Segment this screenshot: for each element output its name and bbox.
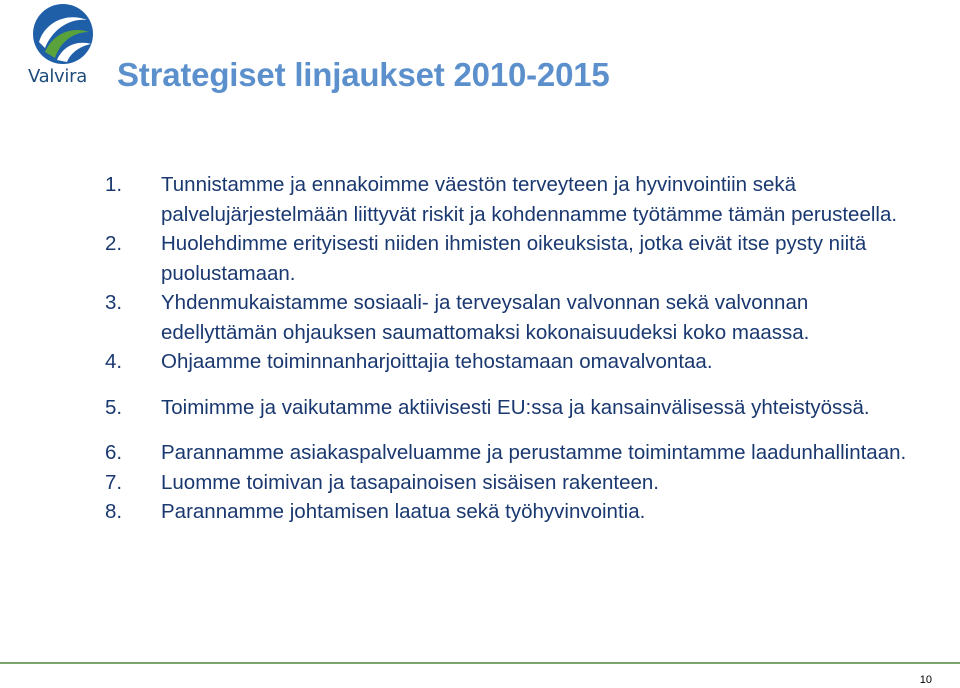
- list-item: [105, 393, 925, 423]
- page-number: 10: [919, 674, 932, 686]
- list-item: [105, 288, 925, 347]
- item-text: Toimimme ja vaikutamme aktiivisesti EU:ssa ja kansainvälisessä yhteistyössä.: [161, 395, 870, 419]
- item-number: 8.: [105, 500, 123, 523]
- item-number: 3.: [105, 291, 123, 314]
- list-item: [105, 468, 925, 498]
- slide-title: Strategiset linjaukset 2010-2015: [117, 56, 610, 93]
- item-number: 5.: [105, 395, 123, 419]
- item-number: 4.: [105, 350, 123, 373]
- item-number: 2.: [105, 232, 123, 255]
- item-text: Ohjaamme toiminnanharjoittajia tehostamaan omavalvontaa.: [161, 350, 713, 373]
- list-item: [105, 229, 925, 288]
- footer-divider: [0, 662, 960, 664]
- item-text: Huolehdimme erityisesti niiden ihmisten oikeuksista, jotka eivät itse pysty niitä puolustamaan.: [161, 232, 867, 285]
- item-text: Tunnistamme ja ennakoimme väestön terveyteen ja hyvinvointiin sekä palvelujärjestelmään liittyvät riskit ja kohdennamme työtämme tämän perusteella.: [161, 173, 898, 226]
- logo-text: Valvira: [28, 66, 87, 87]
- list-item: [105, 438, 925, 468]
- item-text: Yhdenmukaistamme sosiaali- ja terveysalan valvonnan sekä valvonnan edellyttämän ohjauksen saumattomaksi kokonaisuudeksi koko maassa.: [161, 291, 810, 344]
- item-number: 7.: [105, 470, 123, 494]
- valvira-swirl-logo-icon: [31, 2, 95, 66]
- strategy-list: [105, 170, 925, 527]
- list-item: [105, 497, 925, 527]
- item-text: Parannamme asiakaspalveluamme ja perustamme toimintamme laadunhallintaan.: [161, 441, 907, 464]
- item-number: 1.: [105, 173, 123, 196]
- item-text: Luomme toimivan ja tasapainoisen sisäisen rakenteen.: [161, 470, 659, 494]
- item-text: Parannamme johtamisen laatua sekä työhyvinvointia.: [161, 500, 646, 523]
- list-item: [105, 347, 925, 377]
- valvira-logo: [28, 2, 100, 94]
- item-number: 6.: [105, 441, 123, 464]
- list-item: [105, 170, 925, 229]
